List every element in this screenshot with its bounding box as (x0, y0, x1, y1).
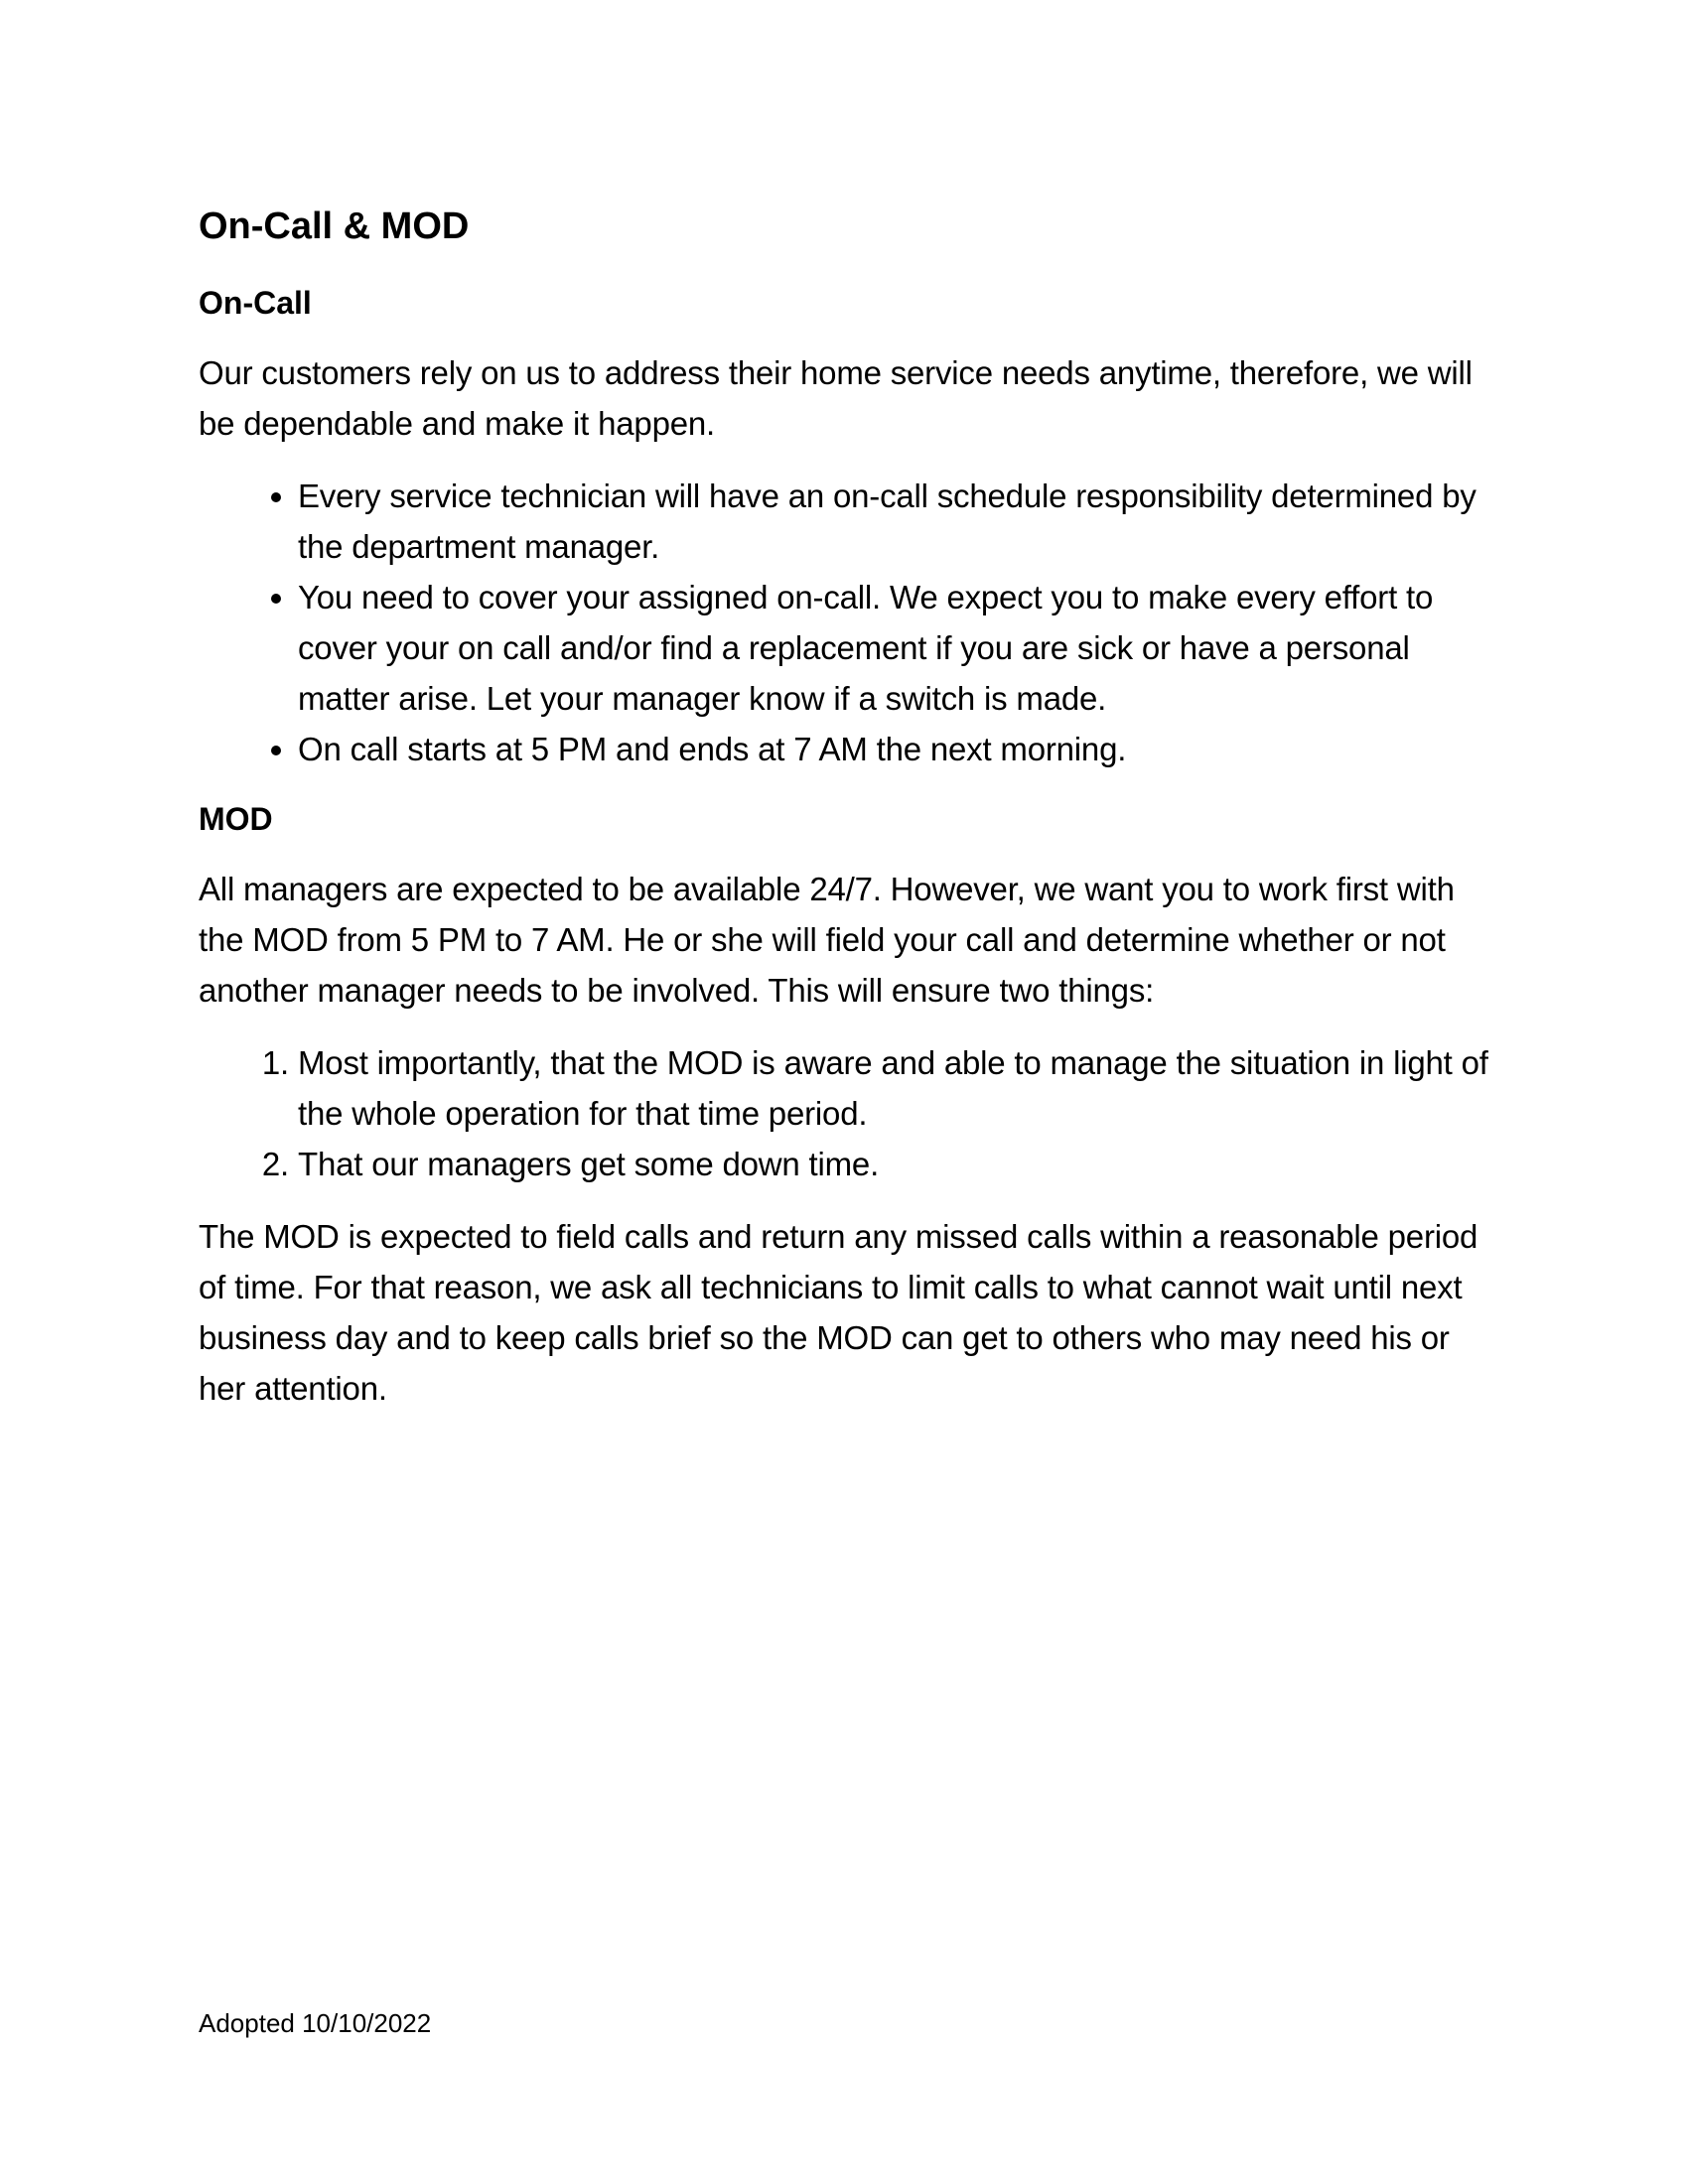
list-item: • Every service technician will have an on-call schedule responsibility determined by the department manager. (298, 471, 1489, 572)
section-heading-oncall: On-Call (199, 285, 312, 321)
document-page (199, 199, 1489, 1435)
oncall-intro-paragraph: Our customers rely on us to address their home service needs anytime, therefore, we will be dependable and make it happen. (199, 354, 1473, 442)
list-item: 2. That our managers get some down time. (298, 1139, 1489, 1189)
oncall-bullet-list (199, 471, 1489, 774)
list-item: 1. Most importantly, that the MOD is aware and able to manage the situation in light of the whole operation for that time period. (298, 1037, 1489, 1139)
mod-numbered-list (199, 1037, 1489, 1189)
adopted-date-footer: Adopted 10/10/2022 (199, 2008, 432, 2038)
list-item: • On call starts at 5 PM and ends at 7 AM the next morning. (298, 724, 1489, 774)
list-item: • You need to cover your assigned on-call. We expect you to make every effort to cover your on call and/or find a replacement if you are sick or have a personal matter arise. Let your manager know if a switch is made. (298, 572, 1489, 724)
mod-intro-paragraph: All managers are expected to be available 24/7. However, we want you to work first with the MOD from 5 PM to 7 AM. He or she will field your call and determine whether or not another manager needs to be involved. This will ensure two things: (199, 871, 1455, 1009)
section-heading-mod: MOD (199, 801, 273, 837)
document-title: On-Call & MOD (199, 205, 470, 247)
mod-closing-paragraph: The MOD is expected to field calls and return any missed calls within a reasonable period of time. For that reason, we ask all technicians to limit calls to what cannot wait until next business day and to keep calls brief so the MOD can get to others who may need his or her attention. (199, 1218, 1478, 1407)
